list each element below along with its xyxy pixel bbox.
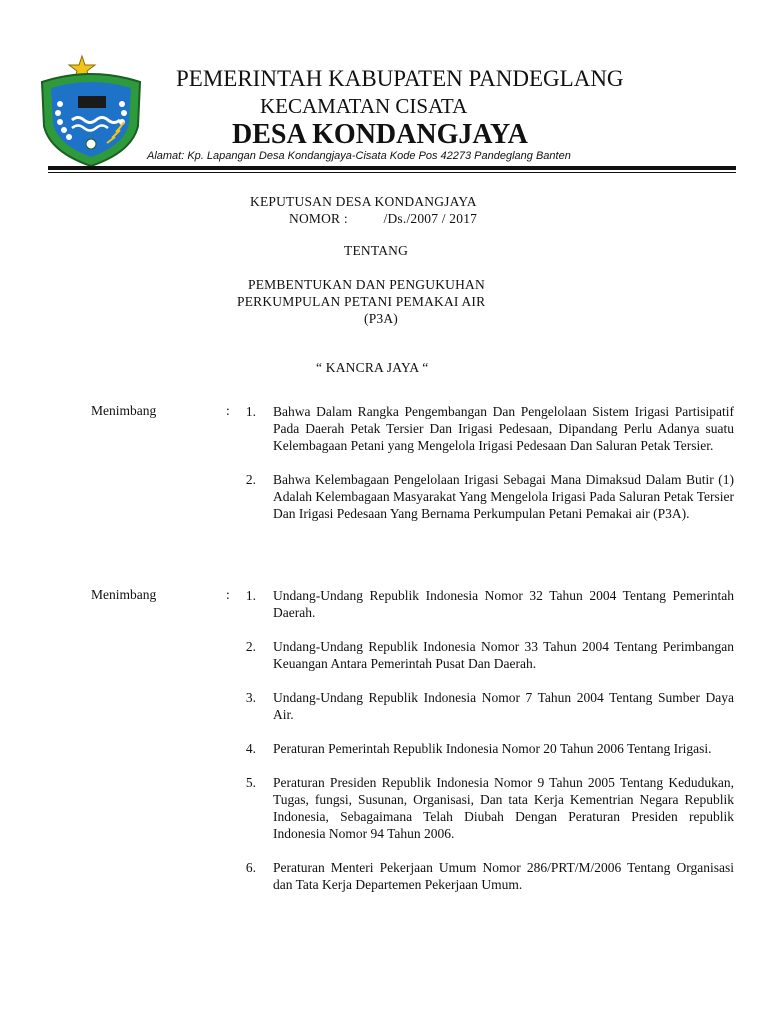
government-heading: PEMERINTAH KABUPATEN PANDEGLANG xyxy=(176,66,624,91)
list-item xyxy=(0,689,768,723)
list-item xyxy=(0,740,768,757)
legal-basis-section xyxy=(0,587,768,893)
section-colon: : xyxy=(226,587,230,602)
section-label: Menimbang xyxy=(91,403,157,418)
decree-about: TENTANG xyxy=(344,243,409,258)
section-label: Menimbang xyxy=(91,587,157,602)
decree-subject-line: PEMBENTUKAN DAN PENGUKUHAN xyxy=(248,277,485,292)
list-item xyxy=(0,859,768,893)
item-text: Undang-Undang Republik Indonesia Nomor 33 Tahun 2004 Tentang Perimbangan Keuangan Antara Pemerintah Pusat Dan Daerah. xyxy=(273,639,734,671)
item-text: Bahwa Dalam Rangka Pengembangan Dan Pengelolaan Sistem Irigasi Partisipatif Pada Daerah Petak Tersier Dan Irigasi Pedesaan, Dipandang Perlu Adanya suatu Kelembagaan Petani yang Mengelola Irigasi Pedesaan Dan Saluran Petak Tersier. xyxy=(273,404,734,453)
item-text: Peraturan Presiden Republik Indonesia Nomor 9 Tahun 2005 Tentang Kedudukan, Tugas, fungsi, Susunan, Organisasi, Dan tata Kerja Kementrian Negara Republik Indonesia, Sebagaimana Telah Diubah Dengan Peraturan Presiden republik Indonesia Nomor 94 Tahun 2006. xyxy=(273,775,734,841)
regency-emblem-icon xyxy=(36,52,146,170)
item-text: Bahwa Kelembagaan Pengelolaan Irigasi Sebagai Mana Dimaksud Dalam Butir (1) Adalah Kelembagaan Masyarakat Yang Mengelola Irigasi Pada Saluran Petak Tersier Dan Irigasi Pedesaan Yang Bernama Perkumpulan Petani Pemakai air (P3A). xyxy=(273,472,734,521)
village-heading: DESA KONDANGJAYA xyxy=(232,119,528,150)
decree-subject-line: (P3A) xyxy=(364,311,398,326)
decree-number: NOMOR : /Ds./2007 / 2017 xyxy=(289,211,478,226)
item-number: 6. xyxy=(245,860,256,875)
decree-title: KEPUTUSAN DESA KONDANGJAYA xyxy=(250,194,477,209)
association-name: “ KANCRA JAYA “ xyxy=(316,360,429,375)
list-item xyxy=(0,774,768,842)
list-item xyxy=(0,587,768,621)
item-text: Undang-Undang Republik Indonesia Nomor 32 Tahun 2004 Tentang Pemerintah Daerah. xyxy=(273,588,734,620)
list-item xyxy=(0,403,768,454)
item-number: 2. xyxy=(245,472,256,487)
address-line: Alamat: Kp. Lapangan Desa Kondangjaya-Cisata Kode Pos 42273 Pandeglang Banten xyxy=(147,150,571,162)
item-number: 2. xyxy=(245,639,256,654)
decree-subject-line: PERKUMPULAN PETANI PEMAKAI AIR xyxy=(237,294,486,309)
section-colon: : xyxy=(226,403,230,418)
item-number: 1. xyxy=(245,588,256,603)
item-number: 3. xyxy=(245,690,256,705)
item-text: Peraturan Menteri Pekerjaan Umum Nomor 286/PRT/M/2006 Tentang Organisasi dan Tata Kerja Departemen Pekerjaan Umum. xyxy=(273,860,734,892)
item-text: Undang-Undang Republik Indonesia Nomor 7 Tahun 2004 Tentang Sumber Daya Air. xyxy=(273,690,734,722)
item-number: 5. xyxy=(245,775,256,790)
district-heading: KECAMATAN CISATA xyxy=(260,94,468,118)
item-number: 1. xyxy=(245,404,256,419)
list-item xyxy=(0,638,768,672)
considering-section xyxy=(0,403,768,522)
letterhead-rule-thin xyxy=(48,172,736,173)
item-text: Peraturan Pemerintah Republik Indonesia Nomor 20 Tahun 2006 Tentang Irigasi. xyxy=(273,741,712,756)
item-number: 4. xyxy=(245,741,256,756)
list-item xyxy=(0,471,768,522)
letterhead-rule-thick xyxy=(48,166,736,170)
